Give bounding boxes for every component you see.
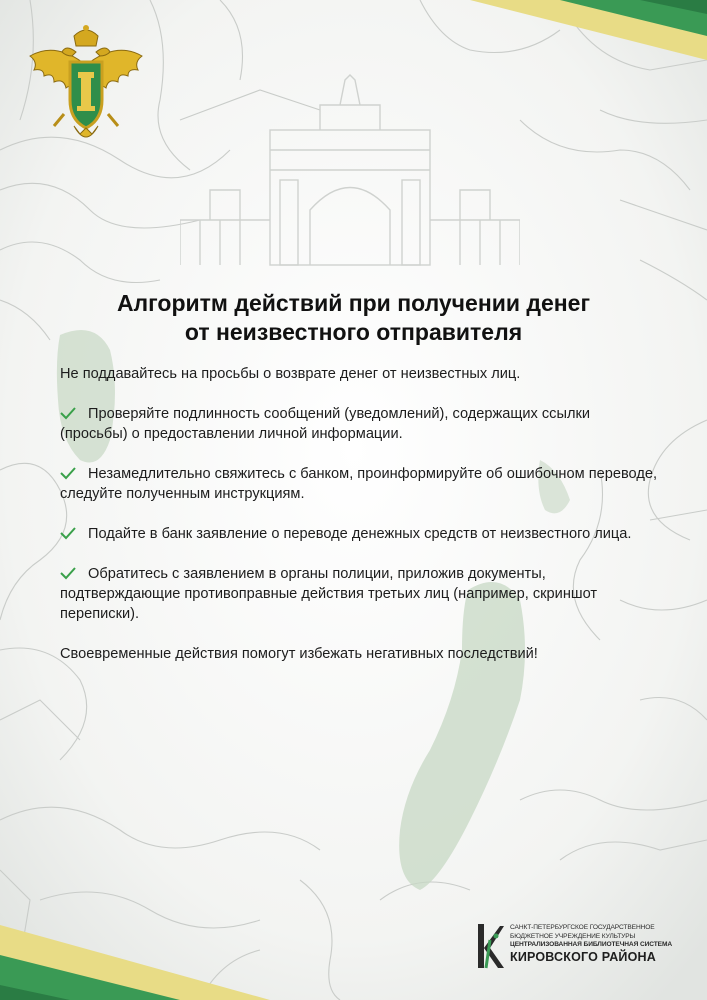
outro-text: Своевременные действия помогут избежать негативных последствий! [60,646,538,662]
library-logo [476,918,686,974]
list-item-text: Обратитесь с заявлением в органы полиции, приложив документы, подтверждающие противоправные действия третьих лиц (например, скриншот переписки). [60,566,598,622]
intro-text: Не поддавайтесь на просьбы о возврате денег от неизвестных лиц. [60,366,521,382]
check-icon [60,406,76,420]
list-item [60,524,660,544]
page-title [40,289,667,347]
logo-line-3: ЦЕНТРАЛИЗОВАННАЯ БИБЛИОТЕЧНАЯ СИСТЕМА [510,941,673,948]
check-icon [60,526,76,540]
list-item [60,404,660,444]
list-item-text: Подайте в банк заявление о переводе денежных средств от неизвестного лица. [88,526,632,542]
double-headed-eagle-emblem-icon [24,22,148,150]
list-item-text: Проверяйте подлинность сообщений (уведомлений), содержащих ссылки (просьбы) о предоставлении личной информации. [60,406,591,442]
library-logo-icon [476,922,506,970]
check-icon [60,466,76,480]
list-item-text: Незамедлительно свяжитесь с банком, проинформируйте об ошибочном переводе, следуйте полученным инструкциям. [60,466,658,502]
list-item [60,564,660,624]
triumphal-arch-illustration-icon [180,70,520,270]
title-line-1: Алгоритм действий при получении денег [116,290,591,316]
list-item [60,464,660,504]
check-icon [60,566,76,580]
logo-line-1: САНКТ-ПЕТЕРБУРГСКОЕ ГОСУДАРСТВЕННОЕ [510,924,655,931]
content-body [60,364,660,664]
title-line-2: от неизвестного отправителя [184,319,523,345]
logo-line-4: КИРОВСКОГО РАЙОНА [510,949,656,964]
logo-line-2: БЮДЖЕТНОЕ УЧРЕЖДЕНИЕ КУЛЬТУРЫ [510,932,636,940]
